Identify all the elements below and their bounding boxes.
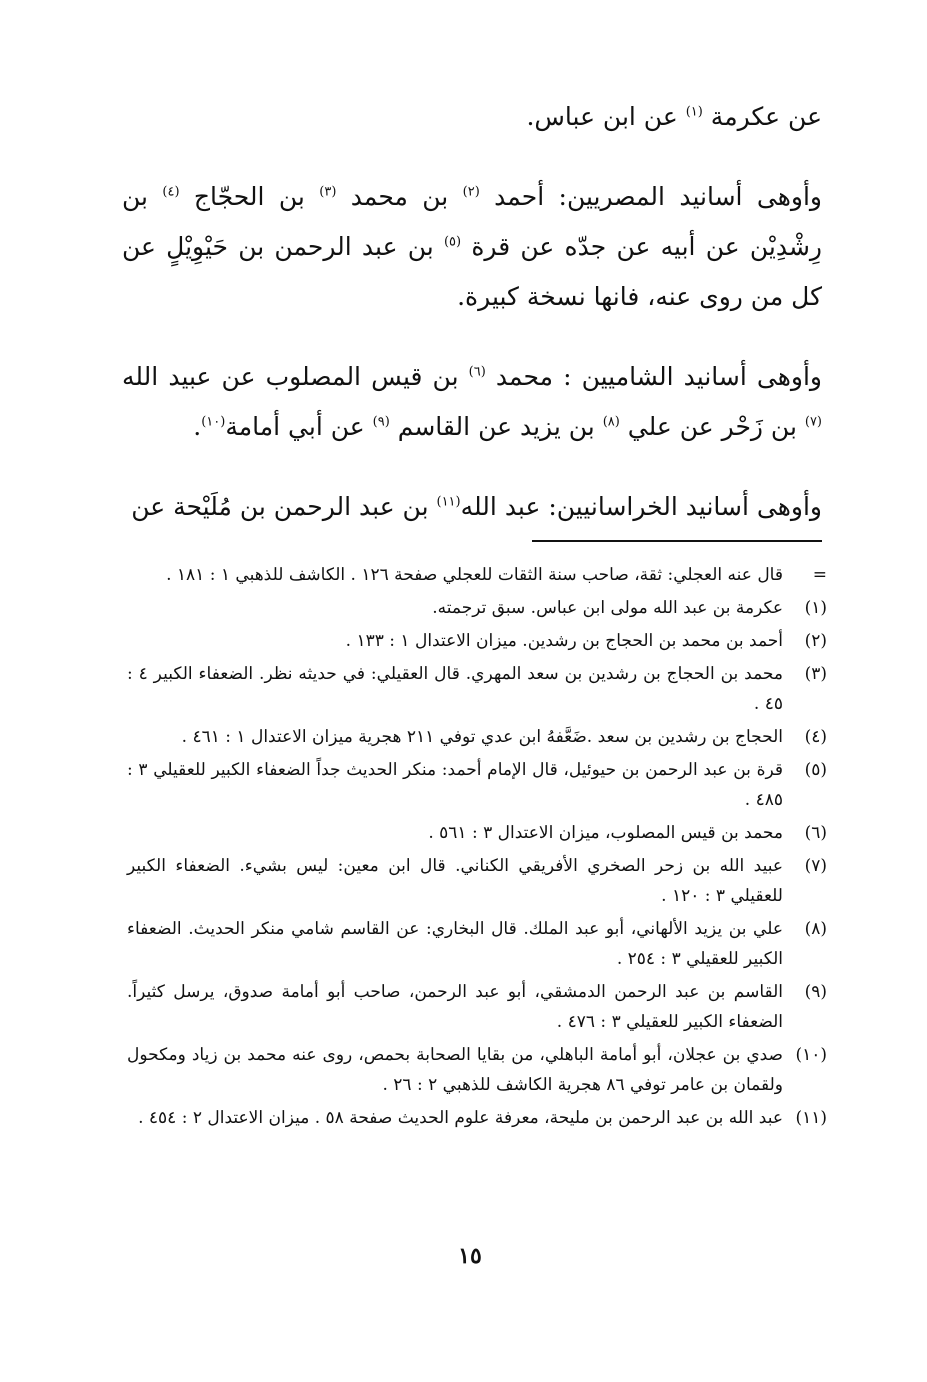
text-run: عن عكرمة xyxy=(702,102,822,131)
footnote-text: قرة بن عبد الرحمن بن حيوئيل، قال الإمام أحمد: منكر الحديث جداً الضعفاء الكبير للعقيلي ٣ : ٤٨٥ . xyxy=(127,760,783,810)
footnote-number: (٣) xyxy=(804,664,827,684)
footnote-ref: (١١) xyxy=(436,494,461,510)
main-text-body xyxy=(122,92,822,562)
paragraph xyxy=(122,172,822,322)
footnotes-section xyxy=(127,560,827,1136)
footnote-ref: (٦) xyxy=(468,364,486,380)
footnote-text: قال عنه العجلي: ثقة، صاحب سنة الثقات للعجلي صفحة ١٢٦ . الكاشف للذهبي ١ : ١٨١ . xyxy=(166,565,783,585)
footnote-ref: (٤) xyxy=(162,184,180,200)
text-run: بن يزيد عن القاسم xyxy=(389,412,603,441)
footnote xyxy=(127,593,827,623)
footnote-number: (٧) xyxy=(804,856,827,876)
footnote-number: (١١) xyxy=(795,1108,827,1128)
footnote-divider xyxy=(532,540,822,542)
text-run: وأوهى أسانيد الخراسانيين: عبد الله xyxy=(460,492,822,521)
text-run: بن زَحْر عن علي xyxy=(619,412,805,441)
footnote xyxy=(127,977,827,1037)
footnote-ref: (٧) xyxy=(804,414,822,430)
footnote-text: محمد بن الحجاج بن رشدين بن سعد المهري. قال العقيلي: في حديثه نظر. الضعفاء الكبير ٤ : ٤٥ . xyxy=(127,664,783,714)
footnote xyxy=(127,755,827,815)
footnote-number: = xyxy=(812,565,827,585)
text-run: بن الحجّاج xyxy=(179,182,320,211)
footnote-text: عبد الله بن عبد الرحمن بن مليحة، معرفة علوم الحديث صفحة ٥٨ . ميزان الاعتدال ٢ : ٤٥٤ . xyxy=(138,1108,783,1128)
footnote xyxy=(127,659,827,719)
footnote xyxy=(127,560,827,590)
footnote-text: عبيد الله بن زحر الصخري الأفريقي الكناني. قال ابن معين: ليس بشيء. الضعفاء الكبير للعقيلي ٣ : ١٢٠ . xyxy=(127,856,783,906)
footnote xyxy=(127,851,827,911)
footnote-number: (٤) xyxy=(804,727,827,747)
text-run: بن عبد الرحمن بن مُلَيْحة عن xyxy=(131,492,437,521)
text-run: بن محمد xyxy=(336,182,463,211)
footnote-text: علي بن يزيد الألهاني، أبو عبد الملك. قال البخاري: عن القاسم شامي منكر الحديث. الضعفاء الكبير للعقيلي ٣ : ٢٥٤ . xyxy=(127,919,783,969)
paragraph xyxy=(122,482,822,532)
text-run: . xyxy=(193,412,202,441)
text-run: وأوهى أسانيد الشاميين : محمد xyxy=(485,362,822,391)
footnote-number: (١) xyxy=(804,598,827,618)
footnote-number: (٢) xyxy=(804,631,827,651)
footnote-number: (١٠) xyxy=(795,1045,827,1065)
page-number: ١٥ xyxy=(458,1243,482,1269)
footnote-text: صدي بن عجلان، أبو أمامة الباهلي، من بقايا الصحابة بحمص، روى عنه محمد بن زياد ومكحول ولقمان بن عامر توفي ٨٦ هجرية الكاشف للذهبي ٢ : ٢٦ . xyxy=(127,1045,783,1095)
footnote-number: (٦) xyxy=(804,823,827,843)
footnote xyxy=(127,1103,827,1133)
footnote-ref: (٩) xyxy=(372,414,390,430)
paragraph xyxy=(122,352,822,452)
footnote-ref: (٣) xyxy=(319,184,337,200)
footnote xyxy=(127,722,827,752)
text-run: عن أبي أمامة xyxy=(225,412,373,441)
footnote-number: (٩) xyxy=(804,982,827,1002)
footnote xyxy=(127,626,827,656)
footnote-ref: (٢) xyxy=(462,184,480,200)
text-run: بن عبد الرحمن بن حَيْوِيْلٍ عن كل من روى عنه، فانها نسخة كبيرة. xyxy=(122,232,822,311)
footnote xyxy=(127,818,827,848)
footnote-ref: (٨) xyxy=(602,414,620,430)
footnote-text: الحجاج بن رشدين بن سعد .ضَعَّفهُ ابن عدي توفي ٢١١ هجرية ميزان الاعتدال ١ : ٤٦١ . xyxy=(181,727,783,747)
footnote-text: محمد بن قيس المصلوب، ميزان الاعتدال ٣ : ٥٦١ . xyxy=(428,823,783,843)
footnote-ref: (٥) xyxy=(443,234,462,250)
footnote-text: عكرمة بن عبد الله مولى ابن عباس. سبق ترجمته. xyxy=(432,598,783,618)
footnote-ref: (١) xyxy=(685,104,703,120)
footnote-text: القاسم بن عبد الرحمن الدمشقي، أبو عبد الرحمن، صاحب أبو أمامة صدوق، يرسل كثيراً. الضعفاء الكبير للعقيلي ٣ : ٤٧٦ . xyxy=(127,982,783,1032)
text-run: بن قيس المصلوب عن عبيد الله xyxy=(122,362,469,391)
footnote xyxy=(127,1040,827,1100)
text-run: عن ابن عباس. xyxy=(526,102,686,131)
footnote-number: (٨) xyxy=(804,919,827,939)
footnote-number: (٥) xyxy=(804,760,827,780)
footnote xyxy=(127,914,827,974)
footnote-text: أحمد بن محمد بن الحجاج بن رشدين. ميزان الاعتدال ١ : ١٣٣ . xyxy=(345,631,783,651)
text-run: وأوهى أسانيد المصريين: أحمد xyxy=(479,182,822,211)
footnote-ref: (١٠) xyxy=(201,414,226,430)
paragraph xyxy=(122,92,822,142)
text-run: بن رِشْدِيْن عن أبيه عن جدّه عن قرة xyxy=(122,182,822,261)
